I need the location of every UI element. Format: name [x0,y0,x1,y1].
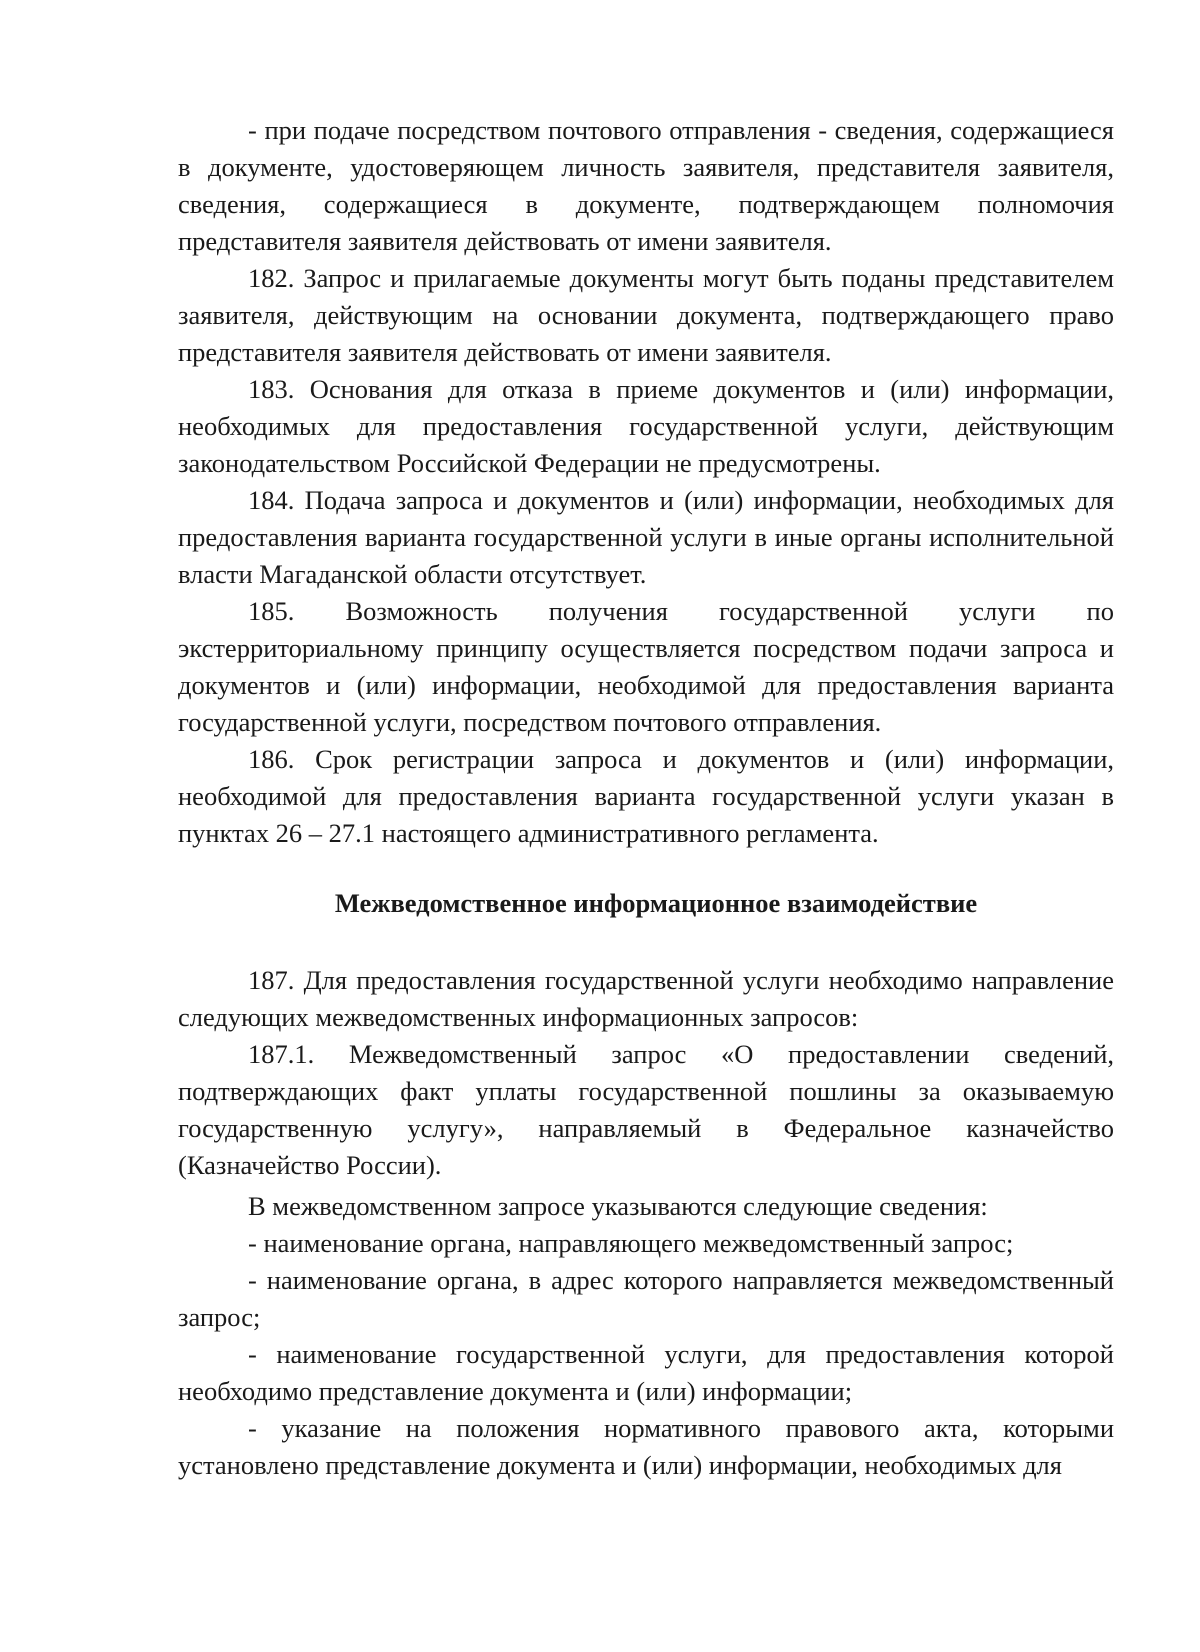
list-item-legal-act-reference: - указание на положения нормативного правового акта, которыми установлено представление документа и (или) информации, необходимых для [178,1413,1114,1480]
paragraph-submission-by-mail: - при подаче посредством почтового отправления - сведения, содержащиеся в документе, удостоверяющем личность заявителя, представителя заявителя, сведения, содержащиеся в документе, подтверждающем полномочия представителя заявителя действовать от имени заявителя. [178,115,1114,256]
paragraph-182: 182. Запрос и прилагаемые документы могут быть поданы представителем заявителя, действующим на основании документа, подтверждающего право представителя заявителя действовать от имени заявителя. [178,263,1114,367]
paragraph-187-1: 187.1. Межведомственный запрос «О предоставлении сведений, подтверждающих факт уплаты государственной пошлины за оказываемую государственную услугу», направляемый в Федеральное казначейство (Казначейство России). [178,1039,1114,1180]
paragraph-184: 184. Подача запроса и документов и (или) информации, необходимых для предоставления варианта государственной услуги в иные органы исполнительной власти Магаданской области отсутствует. [178,485,1114,589]
paragraph-185: 185. Возможность получения государственной услуги по экстерриториальному принципу осуществляется посредством подачи запроса и документов и (или) информации, необходимой для предоставления варианта государственной услуги, посредством почтового отправления. [178,596,1114,737]
paragraph-183: 183. Основания для отказа в приеме документов и (или) информации, необходимых для предоставления государственной услуги, действующим законодательством Российской Федерации не предусмотрены. [178,374,1114,478]
paragraph-187: 187. Для предоставления государственной услуги необходимо направление следующих межведомственных информационных запросов: [178,965,1114,1032]
section-heading: Межведомственное информационное взаимодействие [334,888,978,918]
list-item-receiving-authority: - наименование органа, в адрес которого направляется межведомственный запрос; [178,1265,1114,1332]
document-page [178,112,1114,1484]
list-item-service-name: - наименование государственной услуги, для предоставления которой необходимо представление документа и (или) информации; [178,1339,1114,1406]
paragraph-request-details-intro: В межведомственном запросе указываются следующие сведения: [248,1191,988,1221]
paragraph-186: 186. Срок регистрации запроса и документов и (или) информации, необходимой для предоставления варианта государственной услуги указан в пунктах 26 – 27.1 настоящего административного регламента. [178,744,1114,848]
list-item-sending-authority: - наименование органа, направляющего межведомственный запрос; [248,1228,1014,1258]
